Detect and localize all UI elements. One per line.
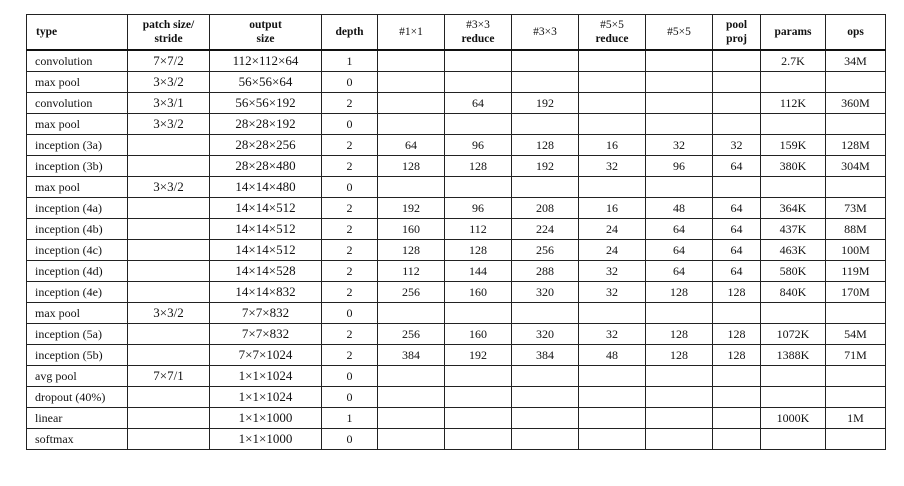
table-cell: max pool — [27, 303, 128, 324]
table-cell — [128, 135, 210, 156]
table-cell: 0 — [322, 114, 378, 135]
table-cell: 1×1×1024 — [210, 366, 322, 387]
table-cell — [646, 429, 713, 450]
table-cell: 256 — [512, 240, 579, 261]
table-cell: 56×56×192 — [210, 93, 322, 114]
col-header-text: proj — [726, 33, 747, 45]
table-cell: 64 — [713, 198, 761, 219]
table-cell: 128 — [646, 324, 713, 345]
table-cell: 2 — [322, 261, 378, 282]
table-cell: 119M — [826, 261, 886, 282]
table-cell: inception (4c) — [27, 240, 128, 261]
table-cell — [761, 387, 826, 408]
table-cell — [713, 366, 761, 387]
table-cell — [646, 366, 713, 387]
table-cell — [713, 177, 761, 198]
table-row — [27, 156, 886, 177]
table-cell: 288 — [512, 261, 579, 282]
table-cell — [713, 93, 761, 114]
table-cell: 7×7/2 — [128, 50, 210, 72]
table-cell — [128, 345, 210, 366]
table-cell: 463K — [761, 240, 826, 261]
table-cell: 88M — [826, 219, 886, 240]
table-cell: 3×3/1 — [128, 93, 210, 114]
table-cell: linear — [27, 408, 128, 429]
table-cell: 3×3/2 — [128, 177, 210, 198]
table-cell: inception (5b) — [27, 345, 128, 366]
table-cell: 32 — [579, 282, 646, 303]
table-cell — [579, 177, 646, 198]
table-cell: 128 — [378, 156, 445, 177]
table-cell — [445, 72, 512, 93]
table-cell — [378, 93, 445, 114]
table-cell: 2 — [322, 156, 378, 177]
table-cell: 256 — [378, 324, 445, 345]
table-cell — [445, 114, 512, 135]
table-cell: 16 — [579, 198, 646, 219]
table-cell — [445, 387, 512, 408]
table-cell — [579, 114, 646, 135]
table-cell: 840K — [761, 282, 826, 303]
table-cell: 160 — [445, 282, 512, 303]
col-header-1x1 — [378, 15, 445, 51]
table-cell — [761, 303, 826, 324]
table-cell: 1M — [826, 408, 886, 429]
table-cell: 14×14×512 — [210, 198, 322, 219]
table-cell — [445, 366, 512, 387]
table-cell — [579, 303, 646, 324]
table-cell — [646, 114, 713, 135]
table-cell: 28×28×480 — [210, 156, 322, 177]
table-cell: 2 — [322, 324, 378, 345]
table-body — [27, 50, 886, 450]
table-cell — [713, 387, 761, 408]
table-cell: 3×3/2 — [128, 72, 210, 93]
table-cell — [826, 177, 886, 198]
table-cell — [378, 387, 445, 408]
col-header-text: #3×3 — [466, 19, 490, 31]
table-cell: 192 — [378, 198, 445, 219]
table-cell — [378, 366, 445, 387]
table-row — [27, 198, 886, 219]
table-row — [27, 135, 886, 156]
table-cell — [378, 303, 445, 324]
table-cell: convolution — [27, 93, 128, 114]
table-cell: 0 — [322, 177, 378, 198]
table-cell: 0 — [322, 387, 378, 408]
col-header-text: #5×5 — [667, 26, 691, 38]
table-cell — [128, 261, 210, 282]
table-cell — [826, 303, 886, 324]
col-header-5x5 — [646, 15, 713, 51]
table-cell: 32 — [579, 324, 646, 345]
table-cell: 320 — [512, 282, 579, 303]
table-cell: 1072K — [761, 324, 826, 345]
table-cell: 208 — [512, 198, 579, 219]
table-cell — [128, 198, 210, 219]
table-cell: 96 — [445, 198, 512, 219]
table-cell: 112 — [378, 261, 445, 282]
table-cell — [128, 324, 210, 345]
table-cell: 160 — [445, 324, 512, 345]
table-cell — [378, 177, 445, 198]
table-cell: 24 — [579, 219, 646, 240]
col-header-output-size — [210, 15, 322, 51]
table-cell: 580K — [761, 261, 826, 282]
table-cell — [826, 72, 886, 93]
table-cell — [128, 240, 210, 261]
table-cell: 160 — [378, 219, 445, 240]
col-header-text: depth — [335, 26, 364, 38]
table-cell — [826, 366, 886, 387]
table-cell: 128 — [646, 345, 713, 366]
table-cell: 14×14×528 — [210, 261, 322, 282]
table-row — [27, 366, 886, 387]
table-cell: 256 — [378, 282, 445, 303]
table-cell: 16 — [579, 135, 646, 156]
table-cell: 96 — [646, 156, 713, 177]
col-header-depth — [322, 15, 378, 51]
table-cell: 128 — [445, 156, 512, 177]
table-cell: 32 — [713, 135, 761, 156]
table-cell — [761, 114, 826, 135]
table-cell: 1 — [322, 50, 378, 72]
table-cell — [646, 387, 713, 408]
table-cell: 7×7×832 — [210, 303, 322, 324]
table-cell: 128M — [826, 135, 886, 156]
table-cell — [826, 387, 886, 408]
table-cell: 0 — [322, 72, 378, 93]
table-cell: 2 — [322, 240, 378, 261]
table-cell: inception (3a) — [27, 135, 128, 156]
table-cell: 24 — [579, 240, 646, 261]
table-cell — [579, 387, 646, 408]
table-cell: 2.7K — [761, 50, 826, 72]
table-row — [27, 429, 886, 450]
col-header-text: reduce — [595, 33, 629, 45]
table-cell — [128, 219, 210, 240]
table-cell: inception (5a) — [27, 324, 128, 345]
table-cell — [512, 366, 579, 387]
col-header-text: patch size/ — [142, 19, 195, 31]
table-cell — [713, 429, 761, 450]
table-cell: 2 — [322, 198, 378, 219]
col-header-type — [27, 15, 128, 51]
col-header-text: pool — [725, 19, 748, 31]
table-cell — [713, 72, 761, 93]
table-cell: 14×14×512 — [210, 219, 322, 240]
table-cell — [512, 387, 579, 408]
table-cell: 71M — [826, 345, 886, 366]
table-cell — [445, 429, 512, 450]
table-cell: 112K — [761, 93, 826, 114]
col-header-text: #5×5 — [600, 19, 624, 31]
col-header-pool-proj — [713, 15, 761, 51]
table-cell: 64 — [713, 156, 761, 177]
table-row — [27, 261, 886, 282]
table-cell: 112 — [445, 219, 512, 240]
table-cell: softmax — [27, 429, 128, 450]
table-cell: 48 — [579, 345, 646, 366]
table-cell — [761, 366, 826, 387]
table-cell — [826, 429, 886, 450]
table-cell: 28×28×192 — [210, 114, 322, 135]
table-cell — [445, 50, 512, 72]
table-cell: 2 — [322, 135, 378, 156]
table-cell: 64 — [713, 240, 761, 261]
table-cell: 7×7×832 — [210, 324, 322, 345]
table-cell — [512, 72, 579, 93]
table-cell: 0 — [322, 429, 378, 450]
table-cell: 3×3/2 — [128, 303, 210, 324]
table-cell: 64 — [646, 219, 713, 240]
col-header-patch-size-stride — [128, 15, 210, 51]
table-row — [27, 387, 886, 408]
table-cell — [378, 408, 445, 429]
table-cell: 437K — [761, 219, 826, 240]
table-cell — [579, 366, 646, 387]
table-cell — [445, 408, 512, 429]
table-cell — [128, 282, 210, 303]
table-cell: max pool — [27, 177, 128, 198]
table-row — [27, 408, 886, 429]
table-cell: 192 — [512, 156, 579, 177]
table-cell: 2 — [322, 93, 378, 114]
table-cell — [579, 429, 646, 450]
table-cell: 128 — [512, 135, 579, 156]
table-cell — [512, 303, 579, 324]
col-header-5x5-reduce — [579, 15, 646, 51]
table-cell — [128, 387, 210, 408]
table-cell: 159K — [761, 135, 826, 156]
table-row — [27, 50, 886, 72]
col-header-text: #1×1 — [399, 26, 423, 38]
table-cell: 384 — [512, 345, 579, 366]
table-cell: inception (4a) — [27, 198, 128, 219]
table-row — [27, 72, 886, 93]
table-row — [27, 93, 886, 114]
table-cell — [579, 93, 646, 114]
table-cell — [646, 303, 713, 324]
table-cell — [128, 156, 210, 177]
table-cell — [713, 408, 761, 429]
table-cell: 64 — [713, 261, 761, 282]
table-cell: 14×14×480 — [210, 177, 322, 198]
table-cell — [646, 72, 713, 93]
header-row — [27, 15, 886, 51]
table-cell: 73M — [826, 198, 886, 219]
table-cell: 3×3/2 — [128, 114, 210, 135]
table-cell: 2 — [322, 345, 378, 366]
table-cell: 64 — [713, 219, 761, 240]
table-cell — [713, 50, 761, 72]
table-cell: 64 — [646, 240, 713, 261]
table-cell: 364K — [761, 198, 826, 219]
table-cell: 64 — [445, 93, 512, 114]
table-cell — [512, 429, 579, 450]
table-cell: 1 — [322, 408, 378, 429]
table-cell: 14×14×832 — [210, 282, 322, 303]
table-cell: 0 — [322, 303, 378, 324]
col-header-text: output — [249, 19, 282, 31]
col-header-text: #3×3 — [533, 26, 557, 38]
table-cell: 380K — [761, 156, 826, 177]
table-cell: 1×1×1024 — [210, 387, 322, 408]
table-cell — [128, 408, 210, 429]
table-cell: 1000K — [761, 408, 826, 429]
table-cell: 1388K — [761, 345, 826, 366]
table-cell — [378, 114, 445, 135]
table-cell — [761, 429, 826, 450]
col-header-3x3-reduce — [445, 15, 512, 51]
table-cell: 320 — [512, 324, 579, 345]
table-cell: 7×7×1024 — [210, 345, 322, 366]
table-cell: convolution — [27, 50, 128, 72]
table-row — [27, 303, 886, 324]
table-cell — [378, 429, 445, 450]
table-cell — [445, 303, 512, 324]
table-cell: inception (4d) — [27, 261, 128, 282]
table-cell: 360M — [826, 93, 886, 114]
col-header-text: params — [774, 26, 812, 38]
table-cell: 170M — [826, 282, 886, 303]
table-cell — [761, 72, 826, 93]
table-cell: max pool — [27, 72, 128, 93]
table-cell — [512, 50, 579, 72]
table-cell: 112×112×64 — [210, 50, 322, 72]
table-cell: 128 — [378, 240, 445, 261]
table-cell: inception (3b) — [27, 156, 128, 177]
col-header-ops — [826, 15, 886, 51]
table-cell — [512, 408, 579, 429]
table-cell: 64 — [646, 261, 713, 282]
table-cell: 384 — [378, 345, 445, 366]
table-cell — [445, 177, 512, 198]
table-cell: inception (4e) — [27, 282, 128, 303]
table-cell: 34M — [826, 50, 886, 72]
table-row — [27, 282, 886, 303]
table-cell — [646, 408, 713, 429]
table-cell: 54M — [826, 324, 886, 345]
table-cell — [378, 72, 445, 93]
table-cell: avg pool — [27, 366, 128, 387]
table-cell — [579, 72, 646, 93]
table-cell: 96 — [445, 135, 512, 156]
table-cell — [826, 114, 886, 135]
table-cell: 1×1×1000 — [210, 408, 322, 429]
table-row — [27, 324, 886, 345]
table-cell: 64 — [378, 135, 445, 156]
table-row — [27, 177, 886, 198]
col-header-text: type — [36, 26, 58, 38]
table-row — [27, 114, 886, 135]
table-cell: 192 — [445, 345, 512, 366]
table-cell — [646, 50, 713, 72]
table-cell — [378, 50, 445, 72]
table-cell: 48 — [646, 198, 713, 219]
table-cell: 2 — [322, 282, 378, 303]
table-cell: 32 — [579, 261, 646, 282]
table-cell — [579, 408, 646, 429]
table-cell — [512, 114, 579, 135]
table-cell: max pool — [27, 114, 128, 135]
table-cell: 0 — [322, 366, 378, 387]
table-row — [27, 345, 886, 366]
table-cell: 128 — [445, 240, 512, 261]
table-cell: 32 — [579, 156, 646, 177]
table-cell: 224 — [512, 219, 579, 240]
table-cell: 128 — [713, 324, 761, 345]
col-header-text: stride — [154, 33, 183, 45]
table-cell: 28×28×256 — [210, 135, 322, 156]
table-cell: 100M — [826, 240, 886, 261]
table-row — [27, 219, 886, 240]
table-cell — [713, 303, 761, 324]
table-cell: 144 — [445, 261, 512, 282]
table-cell: 7×7/1 — [128, 366, 210, 387]
col-header-3x3 — [512, 15, 579, 51]
table-cell: 304M — [826, 156, 886, 177]
table-cell: 128 — [713, 345, 761, 366]
col-header-text: reduce — [461, 33, 495, 45]
col-header-text: size — [256, 33, 275, 45]
table-cell: inception (4b) — [27, 219, 128, 240]
table-cell: 128 — [646, 282, 713, 303]
table-cell: dropout (40%) — [27, 387, 128, 408]
table-cell: 1×1×1000 — [210, 429, 322, 450]
table-cell — [646, 177, 713, 198]
table-cell — [512, 177, 579, 198]
table-row — [27, 240, 886, 261]
table-cell: 2 — [322, 219, 378, 240]
table-cell: 14×14×512 — [210, 240, 322, 261]
table-cell — [761, 177, 826, 198]
table-cell: 192 — [512, 93, 579, 114]
table-cell — [713, 114, 761, 135]
col-header-text: ops — [847, 26, 864, 38]
architecture-table — [26, 14, 886, 450]
table-cell: 128 — [713, 282, 761, 303]
table-cell — [579, 50, 646, 72]
table-cell — [128, 429, 210, 450]
table-cell — [646, 93, 713, 114]
col-header-params — [761, 15, 826, 51]
table-cell: 32 — [646, 135, 713, 156]
table-cell: 56×56×64 — [210, 72, 322, 93]
